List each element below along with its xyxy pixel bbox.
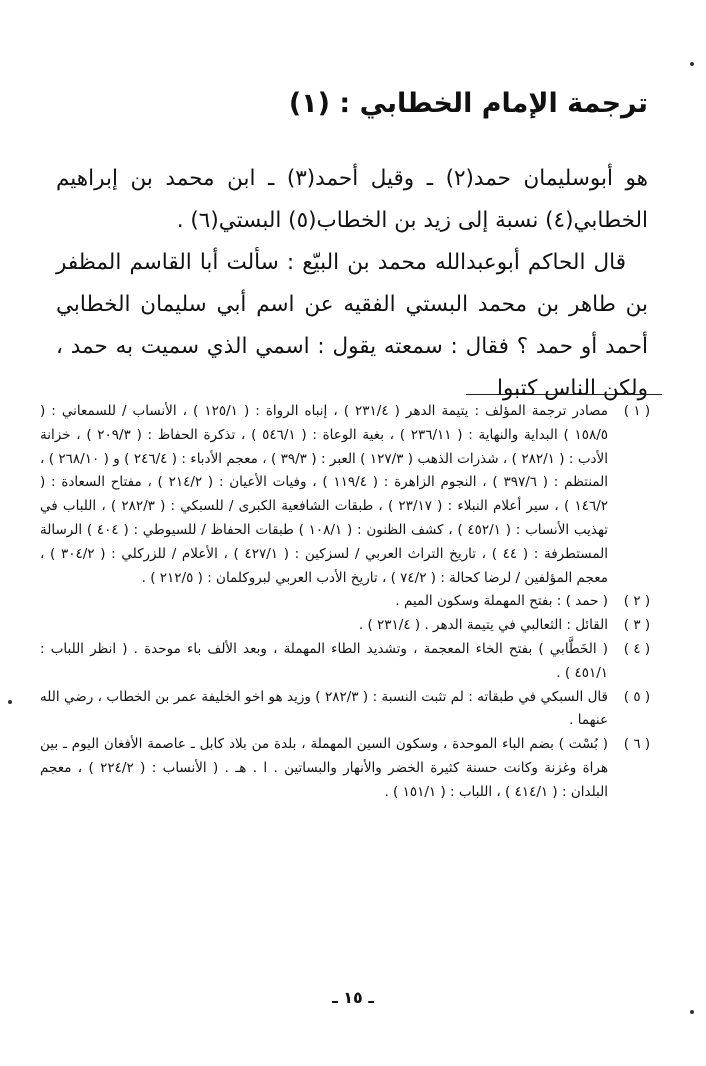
paragraph-lineage: هو أبوسليمان حمد(٢) ـ وقيل أحمد(٣) ـ ابن محمد بن إبراهيم الخطابي(٤) نسبة إلى زيد بن الخطاب(٥) البستي(٦) . xyxy=(56,166,648,233)
biography-heading: ترجمة الإمام الخطابي : (١) xyxy=(288,88,648,119)
footnote-1 xyxy=(40,400,666,590)
footnote-number: ( ٥ ) xyxy=(623,688,651,705)
paragraph-hakim-report: قال الحاكم أبوعبدالله محمد بن البيّع : سألت أبا القاسم المظفر بن طاهر بن محمد البستي الفقيه عن اسم أبي سليمان الخطابي أحمد أو حمد ؟ فقال : سمعته يقول : اسمي الذي سميت به حمد ، ولكن الناس كتبوا xyxy=(56,250,648,401)
footnote-text: ( بُسْت ) بضم الباء الموحدة ، وسكون السين المهملة ، بلدة من بلاد كابل ـ عاصمة الأفغان اليوم ـ بين هراة وغزنة وكانت حسنة كثيرة الخضر والأنهار والبساتين . ا . هـ . ( الأنساب : ( ٢٢٤/٢ ) ، معجم البلدان : ( ٤١٤/١ ) ، اللباب : ( ١٥١/١ ) . xyxy=(40,736,608,800)
footnote-3 xyxy=(40,614,666,638)
footnote-text: ( الخَطَّابي ) بفتح الخاء المعجمة ، وتشديد الطاء المهملة ، وبعد الألف باء موحدة . ( انظر اللباب : ٤٥١/١ ) . xyxy=(40,640,608,681)
footnote-text: القائل : الثعالبي في يتيمة الدهر . ( ٢٣١/٤ ) . xyxy=(358,617,608,634)
footnote-separator xyxy=(466,394,662,395)
scan-speck xyxy=(8,700,12,704)
footnote-5 xyxy=(40,686,666,734)
footnote-number: ( ٢ ) xyxy=(623,593,651,610)
footnote-text: ( حمد ) : بفتح المهملة وسكون الميم . xyxy=(395,593,608,610)
footnote-4 xyxy=(40,638,666,686)
footnote-2 xyxy=(40,590,666,614)
footnote-number: ( ١ ) xyxy=(623,403,651,419)
footnote-text: مصادر ترجمة المؤلف : يتيمة الدهر ( ٢٣١/٤ ) ، إنباه الرواة : ( ١٢٥/١ ) ، الأنساب / للسمعاني : ( ١٥٨/٥ ) البداية والنهاية : ( ٢٣٦/١١ ) ، بغية الوعاة : ( ٥٤٦/١ ) ، تذكرة الحفاظ : ( ٢٠٩/٣ ) ، خزانة الأدب : ( ٢٨٢/١ ) ، شذرات الذهب ( ١٢٧/٣ ) العبر : ( ٣٩/٣ ) ، معجم الأدباء : ( ٢٤٦/٤ ) و ( ٢٦٨/١٠ ) ، المنتظم : ( ٣٩٧/٦ ) ، النجوم الزاهرة : ( ١١٩/٤ ) ، وفيات الأعيان : ( ٢١٤/٢ ) ، مفتاح السعادة : ( ١٤٦/٢ ) ، سير أعلام النبلاء : ( ٢٣/١٧ ) ، طبقات الشافعية الكبرى / للسبكي : ( ٢٨٢/٣ ) ، اللباب في تهذيب الأنساب : ( ٤٥٢/١ ) ، كشف الظنون : ( ١٠٨/١ ) طبقات الحفاظ / للسيوطي : ( ٤٠٤ ) الرسالة المستطرفة : ( ٤٤ ) ، تاريخ التراث العربي / لسزكين : ( ٤٢٧/١ ) ، الأعلام / للزركلي : ( ٣٠٤/٢ ) ، معجم المؤلفين / لرضا كحالة : ( ٧٤/٢ ) ، تاريخ الأدب العربي لبروكلمان : ( ٢١٢/٥ ) . xyxy=(40,403,609,586)
footnote-text: قال السبكي في طبقاته : لم تثبت النسبة : ( ٢٨٢/٣ ) وزيد هو اخو الخليفة عمر بن الخطاب ، رضي الله عنهما . xyxy=(40,688,608,729)
page-number: ـ ١٥ ـ xyxy=(332,988,374,1007)
scan-speck xyxy=(690,62,694,66)
footnote-number: ( ٦ ) xyxy=(623,736,651,753)
footnote-number: ( ٣ ) xyxy=(623,617,651,634)
footnotes xyxy=(40,400,666,805)
main-text xyxy=(56,158,648,410)
scan-speck xyxy=(690,1010,694,1014)
footnote-6 xyxy=(40,733,666,804)
footnote-number: ( ٤ ) xyxy=(623,640,651,657)
